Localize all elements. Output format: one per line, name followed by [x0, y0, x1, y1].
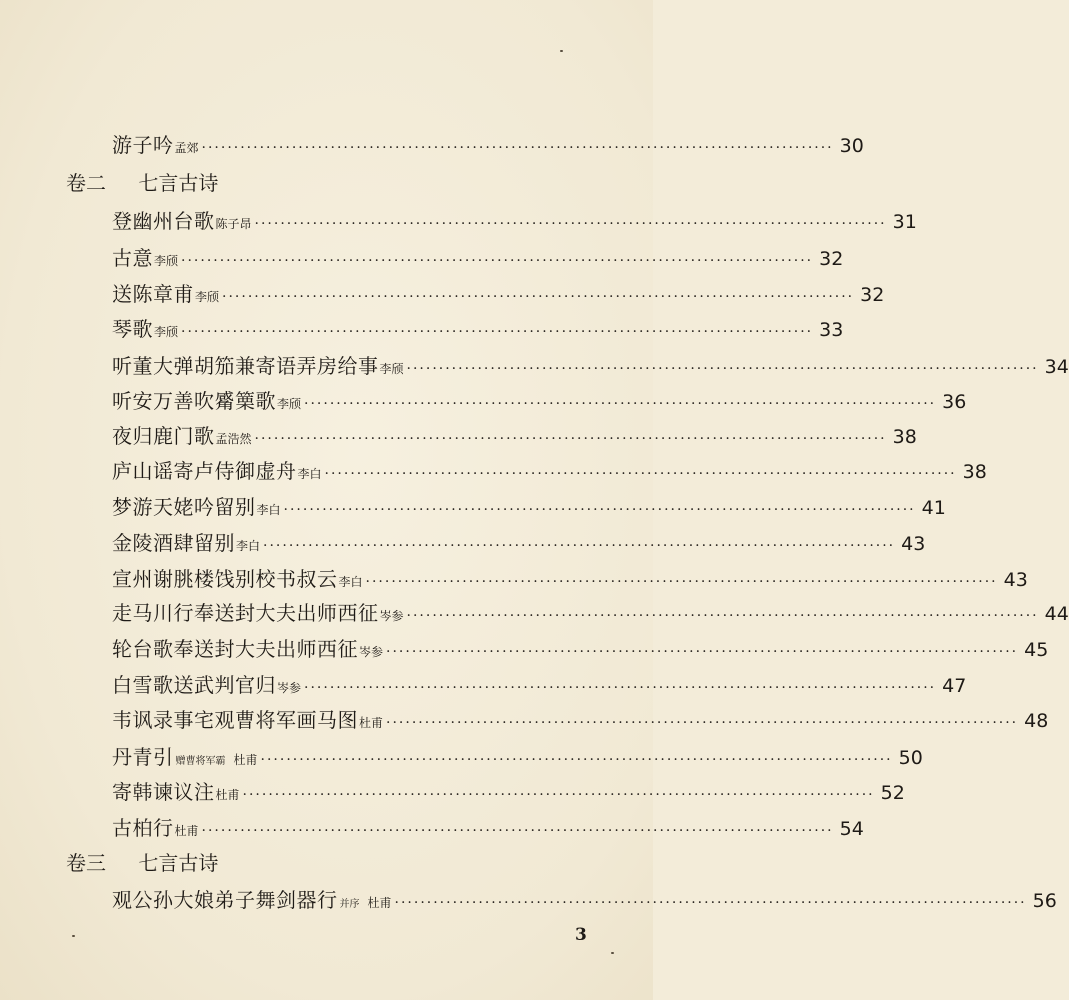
page-number: 32	[860, 283, 885, 306]
poem-author: 岑参	[359, 644, 384, 659]
page-number: 56	[1032, 889, 1057, 912]
toc-entry[interactable]	[0, 238, 844, 274]
dot-leader: ··································································································	[181, 252, 814, 269]
page-number: 45	[1024, 638, 1049, 661]
poem-title: 听安万善吹觱篥歌	[112, 388, 276, 413]
poem-title: 梦游天姥吟留别	[112, 494, 256, 519]
page-number: 30	[839, 134, 864, 157]
poem-title: 轮台歌奉送封大夫出师西征	[112, 636, 358, 661]
section-name: 七言古诗	[138, 850, 219, 875]
poem-title: 丹青引	[112, 744, 174, 769]
dot-leader: ··································································································	[324, 465, 957, 482]
dot-leader: ··································································································	[254, 215, 887, 232]
page-number: 44	[1044, 602, 1069, 625]
dot-leader: ··································································································	[386, 714, 1019, 731]
dot-leader: ··································································································	[242, 786, 875, 803]
poem-title: 夜归鹿门歌	[112, 423, 215, 448]
dot-leader: ··································································································	[260, 751, 893, 768]
dot-leader: ··································································································	[201, 822, 834, 839]
poem-note: 并序	[339, 898, 360, 910]
poem-title: 走马川行奉送封大夫出师西征	[112, 600, 379, 625]
poem-author: 孟郊	[174, 140, 199, 155]
poem-title: 韦讽录事宅观曹将军画马图	[112, 707, 358, 732]
section-name: 七言古诗	[138, 170, 219, 195]
page-number: 47	[942, 674, 967, 697]
section-heading	[0, 843, 653, 879]
toc-entry[interactable]	[0, 593, 1069, 629]
dot-leader: ··································································································	[394, 894, 1027, 911]
dot-leader: ··································································································	[406, 607, 1039, 624]
toc-entry[interactable]	[0, 737, 923, 773]
poem-title: 送陈章甫	[112, 281, 194, 306]
page-number: 34	[1044, 355, 1069, 378]
section-label: 卷二	[66, 170, 106, 195]
poem-author: 李白	[297, 466, 322, 481]
poem-author: 李白	[256, 502, 281, 517]
paper-speck	[611, 952, 614, 954]
poem-author: 孟浩然	[215, 431, 252, 446]
poem-author: 李颀	[195, 289, 220, 304]
poem-author: 杜甫	[215, 787, 240, 802]
dot-leader: ··································································································	[222, 288, 855, 305]
poem-author: 李颀	[154, 324, 179, 339]
poem-author: 杜甫	[367, 895, 392, 910]
poem-author: 李颀	[379, 361, 404, 376]
poem-title: 琴歌	[112, 316, 153, 341]
toc-entry[interactable]	[0, 808, 864, 844]
page-number: 32	[819, 247, 844, 270]
toc-entry[interactable]	[0, 700, 1049, 736]
section-heading	[0, 163, 653, 199]
poem-title: 登幽州台歌	[112, 208, 215, 233]
poem-title: 金陵酒肆留别	[112, 530, 235, 555]
page-number: 33	[819, 318, 844, 341]
poem-title: 游子吟	[112, 132, 174, 157]
toc-entry[interactable]	[0, 559, 1028, 595]
toc-entry[interactable]	[0, 274, 885, 310]
page-number: 54	[839, 817, 864, 840]
dot-leader: ··································································································	[304, 679, 937, 696]
toc-entry[interactable]	[0, 665, 967, 701]
poem-title: 观公孙大娘弟子舞剑器行	[112, 887, 338, 912]
paper-speck	[560, 50, 563, 52]
poem-author: 杜甫	[174, 823, 199, 838]
toc-entry[interactable]	[0, 346, 1069, 382]
toc-entry[interactable]	[0, 523, 926, 559]
page-number: 48	[1024, 709, 1049, 732]
dot-leader: ··································································································	[263, 537, 896, 554]
page-number: 52	[880, 781, 905, 804]
dot-leader: ··································································································	[365, 573, 998, 590]
toc-entry[interactable]	[0, 309, 844, 345]
toc-entry[interactable]	[0, 451, 987, 487]
poem-author: 杜甫	[359, 715, 384, 730]
dot-leader: ··································································································	[181, 323, 814, 340]
page-number: 38	[892, 425, 917, 448]
page-number: 50	[898, 746, 923, 769]
section-label: 卷三	[66, 850, 106, 875]
toc-entry[interactable]	[0, 629, 1049, 665]
poem-title: 庐山谣寄卢侍御虚舟	[112, 458, 297, 483]
toc-entry[interactable]	[0, 487, 946, 523]
poem-author: 李颀	[154, 253, 179, 268]
poem-title: 古意	[112, 245, 153, 270]
page-number: 36	[942, 390, 967, 413]
page-number: 31	[892, 210, 917, 233]
poem-author: 李白	[236, 538, 261, 553]
poem-author: 杜甫	[233, 752, 258, 767]
toc-entry[interactable]	[0, 381, 967, 417]
poem-note: 赠曹将军霸	[175, 755, 226, 767]
poem-title: 听董大弹胡笳兼寄语弄房给事	[112, 353, 379, 378]
dot-leader: ··································································································	[304, 395, 937, 412]
toc-entry[interactable]	[0, 416, 917, 452]
poem-title: 宣州谢朓楼饯别校书叔云	[112, 566, 338, 591]
poem-title: 白雪歌送武判官归	[112, 672, 276, 697]
poem-title: 古柏行	[112, 815, 174, 840]
toc-entry[interactable]	[0, 201, 917, 237]
dot-leader: ··································································································	[254, 430, 887, 447]
poem-title: 寄韩谏议注	[112, 779, 215, 804]
page-number: 43	[901, 532, 926, 555]
dot-leader: ··································································································	[283, 501, 916, 518]
poem-author: 岑参	[277, 680, 302, 695]
poem-author: 李颀	[277, 396, 302, 411]
folio-page-number: 3	[575, 925, 587, 945]
toc-entry[interactable]	[0, 880, 1057, 916]
page-number: 38	[962, 460, 987, 483]
poem-author: 岑参	[379, 608, 404, 623]
dot-leader: ··································································································	[386, 643, 1019, 660]
dot-leader: ··································································································	[201, 139, 834, 156]
dot-leader: ··································································································	[406, 360, 1039, 377]
toc-entry[interactable]	[0, 125, 864, 161]
toc-entry[interactable]	[0, 772, 905, 808]
poem-author: 陈子昂	[215, 216, 252, 231]
page-number: 41	[921, 496, 946, 519]
page-number: 43	[1003, 568, 1028, 591]
paper-speck	[72, 935, 75, 937]
poem-author: 李白	[338, 574, 363, 589]
